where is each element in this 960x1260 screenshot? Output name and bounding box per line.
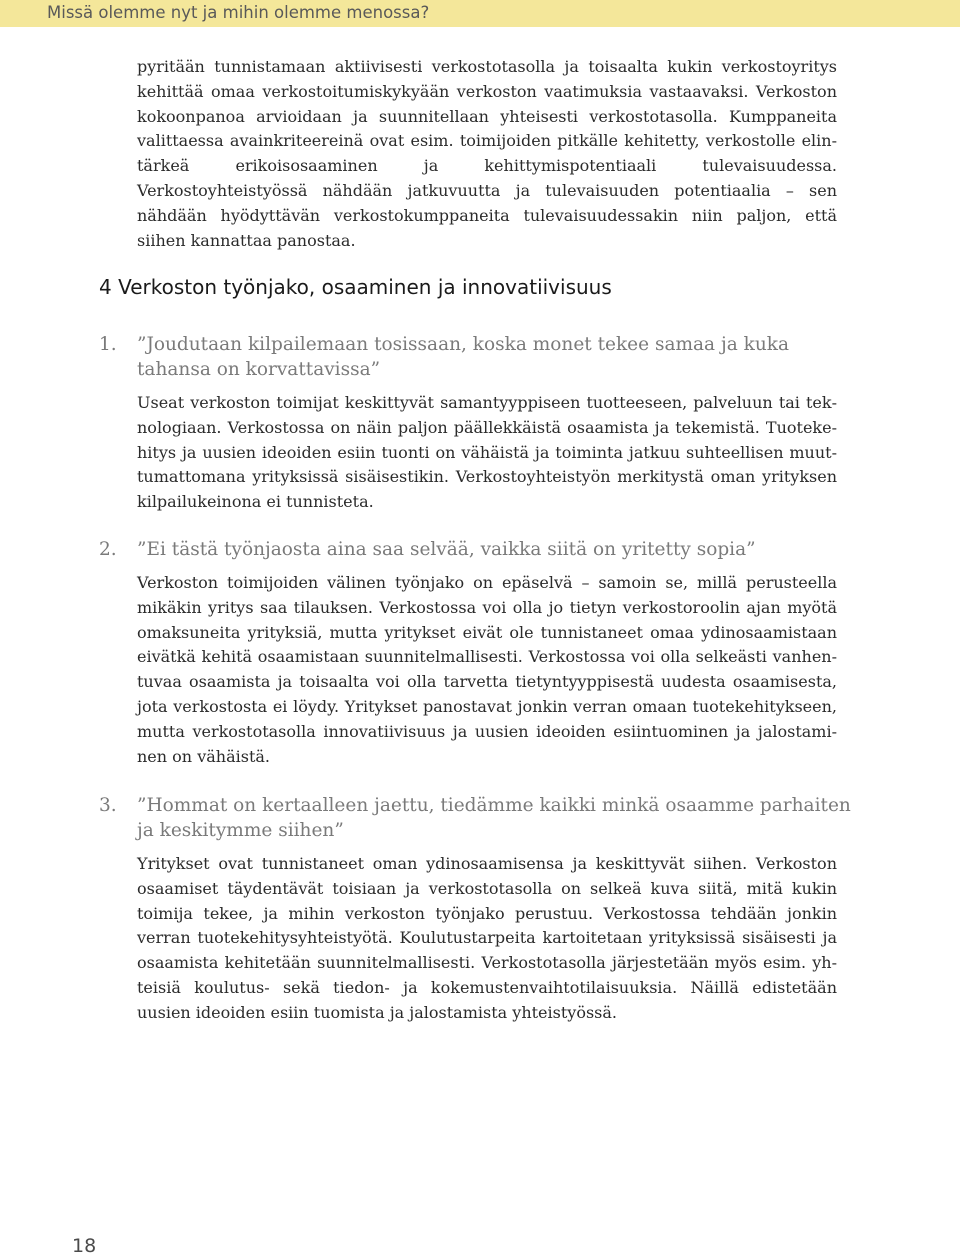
running-header: Missä olemme nyt ja mihin olemme menossa?: [47, 3, 430, 22]
item-number-2: 2.: [99, 539, 117, 560]
item-number-1: 1.: [99, 334, 117, 355]
item-body-3: Yritykset ovat tunnistaneet oman ydinosaamisensa ja keskittyvät siihen. Verkoston osaamiset täydentävät toisiaan ja verkostotasolla on selkeä kuva siitä, mitä kukin toimija tekee, ja mihin verkoston työnjako perustuu. Verkostossa tehdään jonkin verran tuotekehitysyhteistyötä. Koulutustarpeita kartoitetaan yrityksissä sisäisesti ja osaamista kehitetään suunnitelmallisesti. Verkostotasolla järjestetään myös esim. yhteisiä koulutus- sekä tiedon- ja kokemustenvaihtotilaisuuksia. Näillä edistetään uusien ideoiden esiin tuomista ja jalostamista yhteistyössä.: [137, 854, 837, 1022]
page-number: 18: [72, 1235, 97, 1257]
section-heading: 4 Verkoston työnjako, osaaminen ja innovatiivisuus: [99, 275, 612, 299]
item-title-1: ”Joudutaan kilpailemaan tosissaan, koska monet tekee samaa ja kuka tahansa on korvattavissa”: [137, 334, 789, 380]
item-body-2: Verkoston toimijoiden välinen työnjako on epäselvä – samoin se, millä perusteella mikäkin yritys saa tilauksen. Verkostossa voi olla jo tietyn verkostoroolin ajan myötä omaksuneita yrityksiä, mutta yritykset eivät ole tunnistaneet omaa ydinosaamistaan eivätkä kehitä osaamistaan suunnitelmallisesti. Verkostossa voi olla selkeästi vanhentuvaa osaamista ja toisaalta voi olla tarvetta tietyntyyppisestä uudesta osaamisesta, jota verkostosta ei löydy. Yritykset panostavat jonkin verran omaan tuotekehitykseen, mutta verkostotasolla innovatiivisuus ja uusien ideoiden esiintuominen ja jalostaminen on vähäistä.: [137, 573, 837, 766]
item-body-1: Useat verkoston toimijat keskittyvät samantyyppiseen tuotteeseen, palveluun tai teknologiaan. Verkostossa on näin paljon päällekkäistä osaamista ja tekemistä. Tuotekehitys ja uusien ideoiden esiin tuonti on vähäistä ja toiminta jatkuu suhteellisen muuttumattomana yrityksissä sisäisestikin. Verkostoyhteistyön merkitystä oman yrityksen kilpailukeinona ei tunnisteta.: [137, 393, 837, 512]
item-title-2: ”Ei tästä työnjaosta aina saa selvää, vaikka siitä on yritetty sopia”: [137, 539, 756, 560]
intro-paragraph: pyritään tunnistamaan aktiivisesti verkostotasolla ja toisaalta kukin verkostoyritys kehittää omaa verkostoitumiskykyään verkoston vaatimuksia vastaavaksi. Verkoston kokoonpanoa arvioidaan ja suunnitellaan yhteisesti verkostotasolla. Kumppaneita valittaessa avainkriteereinä ovat esim. toimijoiden pitkälle kehitetty, verkostolle elintärkeä erikoisosaaminen ja kehittymispotentiaali tulevaisuudessa. Verkostoyhteistyössä nähdään jatkuvuutta ja tulevaisuuden potentiaalia – sen nähdään hyödyttävän verkostokumppaneita tulevaisuudessakin niin paljon, että siihen kannattaa panostaa.: [137, 57, 837, 250]
item-number-3: 3.: [99, 795, 117, 816]
header-bar: [0, 0, 960, 27]
item-title-3: ”Hommat on kertaalleen jaettu, tiedämme kaikki minkä osaamme parhaiten ja keskitymme siihen”: [137, 795, 851, 841]
